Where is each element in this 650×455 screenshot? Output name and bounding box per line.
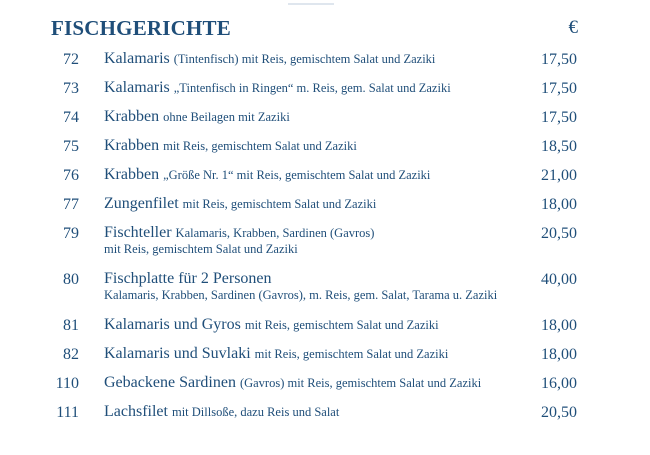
item-description bbox=[104, 270, 524, 303]
item-price: 40,00 bbox=[541, 271, 577, 288]
item-detail: ohne Beilagen mit Zaziki bbox=[163, 110, 290, 124]
item-name: Krabben bbox=[104, 137, 160, 154]
currency-symbol: € bbox=[568, 17, 578, 38]
menu-item bbox=[0, 270, 650, 316]
item-name: Kalamaris und Gyros bbox=[104, 316, 241, 333]
item-detail-line2: Kalamaris, Krabben, Sardinen (Gavros), m. Reis, gem. Salat, Tarama u. Zaziki bbox=[104, 288, 498, 302]
item-price: 21,00 bbox=[541, 167, 577, 184]
item-name: Fischplatte für 2 Personen bbox=[104, 270, 272, 287]
item-description bbox=[104, 166, 524, 184]
item-name: Kalamaris bbox=[104, 79, 170, 96]
item-description bbox=[104, 374, 524, 392]
item-name: Krabben bbox=[104, 166, 160, 183]
menu-item bbox=[0, 108, 650, 137]
item-description bbox=[104, 316, 524, 334]
item-number: 72 bbox=[63, 51, 79, 68]
item-detail: mit Dillsoße, dazu Reis und Salat bbox=[171, 405, 340, 419]
item-detail: mit Reis, gemischtem Salat und Zaziki bbox=[163, 139, 357, 153]
top-divider bbox=[288, 3, 334, 5]
item-detail: mit Reis, gemischtem Salat und Zaziki bbox=[254, 347, 449, 361]
item-price: 18,50 bbox=[541, 138, 577, 155]
menu-item bbox=[0, 224, 650, 270]
menu-item bbox=[0, 316, 650, 345]
item-detail: „Tintenfisch in Ringen“ m. Reis, gem. Salat und Zaziki bbox=[173, 81, 451, 95]
menu-item bbox=[0, 345, 650, 374]
item-description bbox=[104, 345, 524, 363]
item-number: 82 bbox=[63, 346, 79, 363]
item-detail-line2: mit Reis, gemischtem Salat und Zaziki bbox=[104, 242, 298, 256]
item-name: Lachsfilet bbox=[104, 403, 168, 420]
item-name: Kalamaris bbox=[104, 50, 170, 67]
item-description bbox=[104, 50, 524, 68]
item-price: 18,00 bbox=[541, 317, 577, 334]
item-price: 20,50 bbox=[541, 225, 577, 242]
item-detail: (Tintenfisch) mit Reis, gemischtem Salat und Zaziki bbox=[173, 52, 436, 66]
item-description bbox=[104, 195, 524, 213]
menu-header bbox=[51, 16, 578, 42]
item-price: 20,50 bbox=[541, 404, 577, 421]
item-price: 17,50 bbox=[541, 51, 577, 68]
item-description bbox=[104, 403, 524, 421]
item-name: Kalamaris und Suvlaki bbox=[104, 345, 251, 362]
item-detail: mit Reis, gemischtem Salat und Zaziki bbox=[244, 318, 439, 332]
menu-list bbox=[0, 50, 650, 432]
item-name: Zungenfilet bbox=[104, 195, 179, 212]
item-detail: „Größe Nr. 1“ mit Reis, gemischtem Salat und Zaziki bbox=[163, 168, 431, 182]
item-number: 111 bbox=[56, 404, 79, 421]
item-name: Krabben bbox=[104, 108, 160, 125]
menu-item bbox=[0, 166, 650, 195]
menu-item bbox=[0, 374, 650, 403]
item-price: 17,50 bbox=[541, 109, 577, 126]
item-description bbox=[104, 224, 524, 257]
item-price: 16,00 bbox=[541, 375, 577, 392]
item-detail: (Gavros) mit Reis, gemischtem Salat und Zaziki bbox=[239, 376, 482, 390]
item-number: 110 bbox=[55, 375, 79, 392]
item-detail: mit Reis, gemischtem Salat und Zaziki bbox=[182, 197, 377, 211]
item-description bbox=[104, 79, 524, 97]
item-number: 74 bbox=[63, 109, 79, 126]
item-number: 80 bbox=[63, 271, 79, 288]
menu-item bbox=[0, 79, 650, 108]
menu-item bbox=[0, 195, 650, 224]
item-description bbox=[104, 137, 524, 155]
item-price: 17,50 bbox=[541, 80, 577, 97]
item-number: 75 bbox=[63, 138, 79, 155]
item-name: Gebackene Sardinen bbox=[104, 374, 236, 391]
item-name: Fischteller bbox=[104, 224, 172, 241]
item-number: 76 bbox=[63, 167, 79, 184]
item-number: 81 bbox=[63, 317, 79, 334]
menu-item bbox=[0, 50, 650, 79]
menu-item bbox=[0, 137, 650, 166]
item-price: 18,00 bbox=[541, 196, 577, 213]
menu-item bbox=[0, 403, 650, 432]
item-description bbox=[104, 108, 524, 126]
item-number: 77 bbox=[63, 196, 79, 213]
item-number: 79 bbox=[63, 225, 79, 242]
item-detail: Kalamaris, Krabben, Sardinen (Gavros) bbox=[175, 226, 375, 240]
section-title: FISCHGERICHTE bbox=[51, 16, 231, 40]
item-number: 73 bbox=[63, 80, 79, 97]
item-price: 18,00 bbox=[541, 346, 577, 363]
